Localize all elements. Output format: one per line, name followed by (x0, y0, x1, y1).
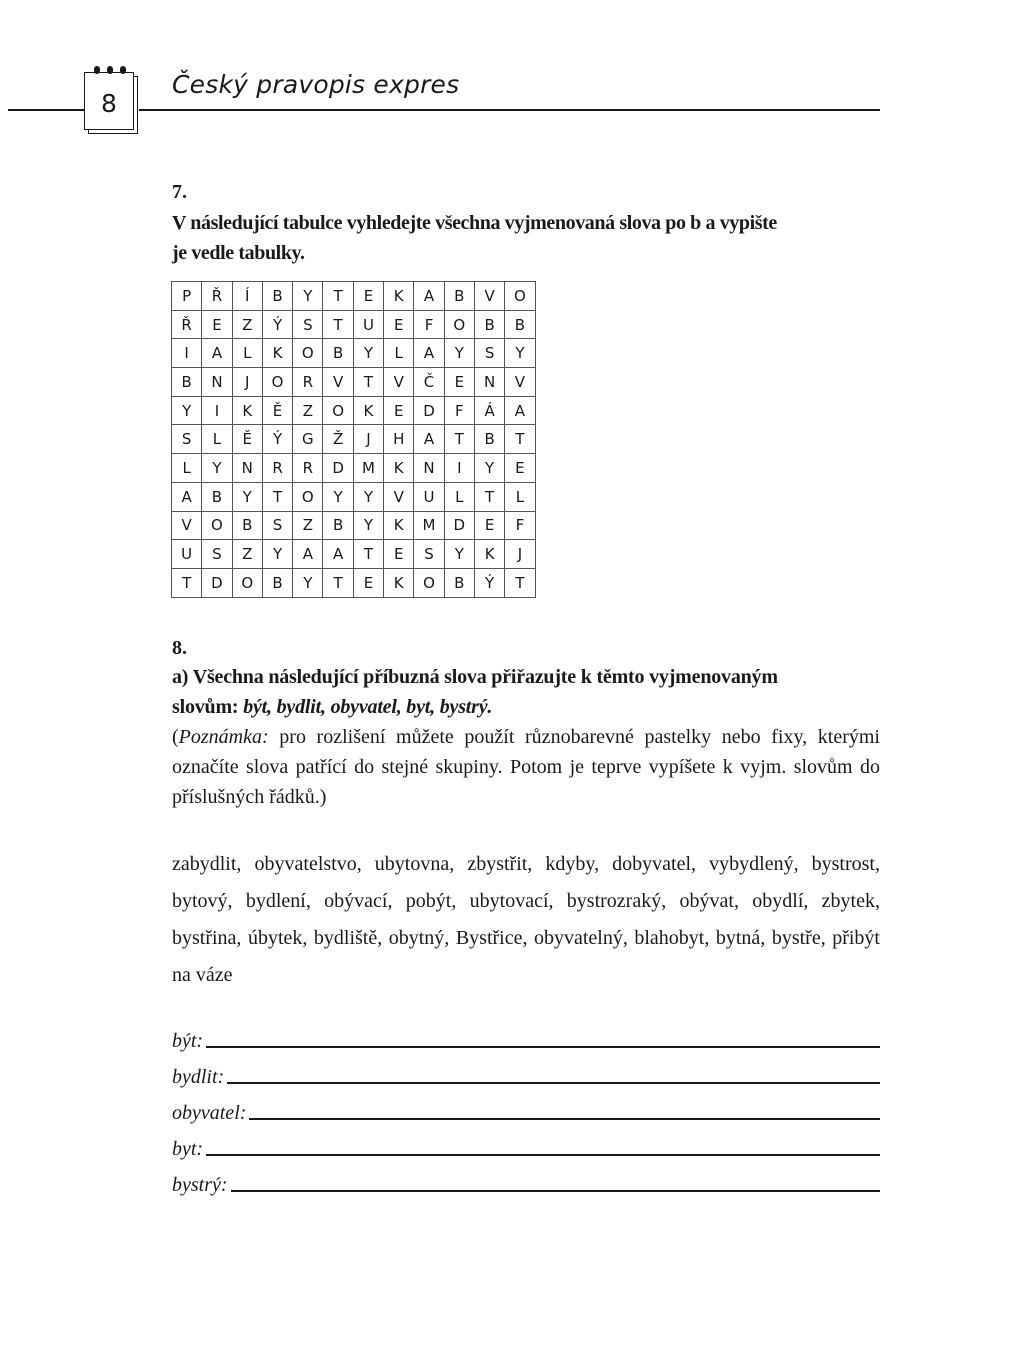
grid-cell: A (414, 339, 444, 368)
exercise-7-instruction-line1: V následující tabulce vyhledejte všechna vyjmenovaná slova po b a vypište (172, 212, 777, 234)
grid-cell: K (353, 396, 383, 425)
grid-cell: A (202, 339, 232, 368)
notepad-rings-icon (92, 66, 128, 76)
grid-row (172, 568, 536, 597)
grid-cell: O (444, 310, 474, 339)
grid-cell: Y (353, 482, 383, 511)
exercise-8-part-a-line1: a) Všechna následující příbuzná slova přiřazujte k těmto vyjmenovaným (172, 666, 778, 688)
page-number: 8 (84, 72, 134, 130)
grid-row (172, 339, 536, 368)
grid-cell: V (505, 368, 535, 397)
grid-cell: G (293, 425, 323, 454)
answer-row (172, 1022, 880, 1052)
book-title: Český pravopis expres (172, 70, 460, 99)
grid-cell: J (353, 425, 383, 454)
grid-cell: E (474, 511, 504, 540)
grid-cell: S (202, 540, 232, 569)
grid-cell: S (172, 425, 202, 454)
grid-cell: I (202, 396, 232, 425)
answer-blank-line[interactable] (231, 1190, 880, 1192)
grid-cell: Ě (262, 396, 292, 425)
grid-row (172, 540, 536, 569)
grid-cell: B (172, 368, 202, 397)
grid-row (172, 482, 536, 511)
grid-cell: Ý (262, 425, 292, 454)
exercise-8-target-words: být, bydlit, obyvatel, byt, bystrý. (243, 696, 493, 718)
grid-cell: T (262, 482, 292, 511)
grid-cell: E (384, 396, 414, 425)
grid-cell: Ř (172, 310, 202, 339)
grid-cell: T (505, 568, 535, 597)
grid-cell: K (384, 511, 414, 540)
grid-cell: Y (232, 482, 262, 511)
answer-label: být: (172, 1030, 204, 1052)
grid-cell: A (293, 540, 323, 569)
grid-cell: T (353, 540, 383, 569)
grid-cell: O (293, 339, 323, 368)
grid-cell: A (414, 282, 444, 311)
answer-label: obyvatel: (172, 1102, 247, 1124)
grid-cell: J (232, 368, 262, 397)
grid-cell: R (262, 454, 292, 483)
note-text: pro rozlišení můžete použít různobarevné pastelky nebo fixy, kterými označíte slova patřící do stejné skupiny. Potom je teprve vypíšete k vyjm. slovům do příslušných řádků.) (172, 726, 880, 808)
grid-cell: Ě (232, 425, 262, 454)
grid-cell: O (323, 396, 353, 425)
grid-cell: E (444, 368, 474, 397)
grid-cell: S (474, 339, 504, 368)
grid-cell: B (444, 282, 474, 311)
answer-row (172, 1094, 880, 1124)
grid-cell: L (202, 425, 232, 454)
grid-cell: Y (444, 339, 474, 368)
grid-cell: Z (293, 511, 323, 540)
answer-blank-line[interactable] (206, 1154, 880, 1156)
grid-cell: T (172, 568, 202, 597)
exercise-7-instruction (172, 208, 880, 268)
grid-cell: A (172, 482, 202, 511)
grid-cell: O (232, 568, 262, 597)
grid-cell: B (262, 568, 292, 597)
grid-cell: L (505, 482, 535, 511)
grid-cell: D (202, 568, 232, 597)
grid-cell: M (353, 454, 383, 483)
grid-cell: K (262, 339, 292, 368)
grid-cell: U (172, 540, 202, 569)
grid-cell: B (444, 568, 474, 597)
exercise-7-number: 7. (172, 181, 187, 203)
grid-cell: B (474, 425, 504, 454)
grid-cell: Ž (323, 425, 353, 454)
grid-cell: I (444, 454, 474, 483)
grid-cell: B (262, 282, 292, 311)
grid-row (172, 282, 536, 311)
grid-cell: V (172, 511, 202, 540)
grid-cell: I (172, 339, 202, 368)
grid-cell: M (414, 511, 444, 540)
grid-cell: H (384, 425, 414, 454)
grid-cell: L (232, 339, 262, 368)
grid-row (172, 396, 536, 425)
grid-cell: O (202, 511, 232, 540)
grid-cell: B (202, 482, 232, 511)
grid-cell: R (293, 368, 323, 397)
exercise-8-part-a-prefix: slovům: (172, 696, 244, 718)
grid-cell: Y (474, 454, 504, 483)
grid-cell: E (353, 282, 383, 311)
grid-cell: E (353, 568, 383, 597)
grid-cell: S (414, 540, 444, 569)
grid-cell: Ý (262, 310, 292, 339)
grid-cell: N (232, 454, 262, 483)
grid-cell: A (414, 425, 444, 454)
grid-cell: Ř (202, 282, 232, 311)
grid-cell: E (384, 310, 414, 339)
grid-cell: R (293, 454, 323, 483)
grid-cell: Y (323, 482, 353, 511)
answer-blank-line[interactable] (249, 1118, 880, 1120)
grid-cell: Z (232, 310, 262, 339)
grid-cell: Y (172, 396, 202, 425)
grid-cell: K (384, 568, 414, 597)
grid-cell: B (505, 310, 535, 339)
grid-cell: O (262, 368, 292, 397)
grid-cell: B (232, 511, 262, 540)
grid-cell: U (414, 482, 444, 511)
grid-cell: F (505, 511, 535, 540)
grid-cell: J (505, 540, 535, 569)
grid-row (172, 425, 536, 454)
grid-cell: Y (202, 454, 232, 483)
exercise-8-note (172, 722, 880, 812)
grid-cell: V (384, 482, 414, 511)
answer-blank-line[interactable] (206, 1046, 880, 1048)
grid-cell: V (474, 282, 504, 311)
grid-cell: Á (474, 396, 504, 425)
grid-cell: Ý (474, 568, 504, 597)
grid-cell: K (384, 282, 414, 311)
grid-cell: B (323, 511, 353, 540)
grid-cell: T (505, 425, 535, 454)
grid-cell: T (474, 482, 504, 511)
grid-cell: Č (414, 368, 444, 397)
grid-cell: P (172, 282, 202, 311)
grid-cell: T (323, 282, 353, 311)
note-open-paren: ( (172, 726, 179, 748)
grid-cell: N (202, 368, 232, 397)
header-rule-left (8, 109, 86, 111)
grid-cell: Z (293, 396, 323, 425)
grid-cell: Y (293, 568, 323, 597)
exercise-7-instruction-line2: je vedle tabulky. (172, 242, 305, 264)
exercise-8-part-a-line2 (172, 692, 880, 722)
answer-label: bystrý: (172, 1174, 228, 1196)
grid-cell: Z (232, 540, 262, 569)
grid-cell: F (444, 396, 474, 425)
grid-cell: A (505, 396, 535, 425)
grid-cell: Y (353, 511, 383, 540)
grid-cell: Y (293, 282, 323, 311)
grid-cell: Í (232, 282, 262, 311)
grid-cell: V (384, 368, 414, 397)
grid-cell: F (414, 310, 444, 339)
grid-row (172, 368, 536, 397)
answer-row (172, 1058, 880, 1088)
grid-cell: T (444, 425, 474, 454)
grid-cell: B (474, 310, 504, 339)
exercise-8-number: 8. (172, 637, 187, 659)
grid-cell: T (323, 310, 353, 339)
answer-blank-line[interactable] (227, 1082, 880, 1084)
answer-label: bydlit: (172, 1066, 225, 1088)
grid-cell: S (293, 310, 323, 339)
grid-cell: E (202, 310, 232, 339)
grid-cell: S (262, 511, 292, 540)
grid-cell: N (474, 368, 504, 397)
grid-cell: L (444, 482, 474, 511)
grid-row (172, 454, 536, 483)
grid-cell: L (384, 339, 414, 368)
answer-row (172, 1166, 880, 1196)
word-search-grid (171, 281, 536, 598)
grid-cell: Y (444, 540, 474, 569)
grid-cell: B (323, 339, 353, 368)
grid-cell: Y (353, 339, 383, 368)
grid-cell: D (323, 454, 353, 483)
grid-cell: T (353, 368, 383, 397)
grid-cell: K (474, 540, 504, 569)
note-label: Poznámka: (178, 726, 269, 748)
related-words-list: zabydlit, obyvatelstvo, ubytovna, zbystřit, kdyby, dobyvatel, vybydlený, bystrost, bytový, bydlení, obývací, pobýt, ubytovací, bystrozraký, obývat, obydlí, zbytek, bystřina, úbytek, bydliště, obytný, Bystřice, obyvatelný, blahobyt, bytná, bystře, přibýt na váze (172, 853, 880, 986)
exercise-8-part-a (172, 662, 880, 722)
grid-cell: Y (262, 540, 292, 569)
grid-cell: T (323, 568, 353, 597)
grid-cell: L (172, 454, 202, 483)
answer-label: byt: (172, 1138, 204, 1160)
header-rule-right (139, 109, 880, 111)
grid-cell: Y (505, 339, 535, 368)
answer-row (172, 1130, 880, 1160)
grid-cell: E (384, 540, 414, 569)
grid-cell: D (414, 396, 444, 425)
grid-cell: E (505, 454, 535, 483)
grid-cell: U (353, 310, 383, 339)
grid-cell: N (414, 454, 444, 483)
page-number-badge (84, 72, 134, 130)
grid-cell: V (323, 368, 353, 397)
grid-row (172, 511, 536, 540)
grid-cell: K (384, 454, 414, 483)
grid-cell: O (414, 568, 444, 597)
grid-cell: A (323, 540, 353, 569)
grid-cell: K (232, 396, 262, 425)
grid-row (172, 310, 536, 339)
grid-cell: O (505, 282, 535, 311)
grid-cell: D (444, 511, 474, 540)
grid-cell: O (293, 482, 323, 511)
